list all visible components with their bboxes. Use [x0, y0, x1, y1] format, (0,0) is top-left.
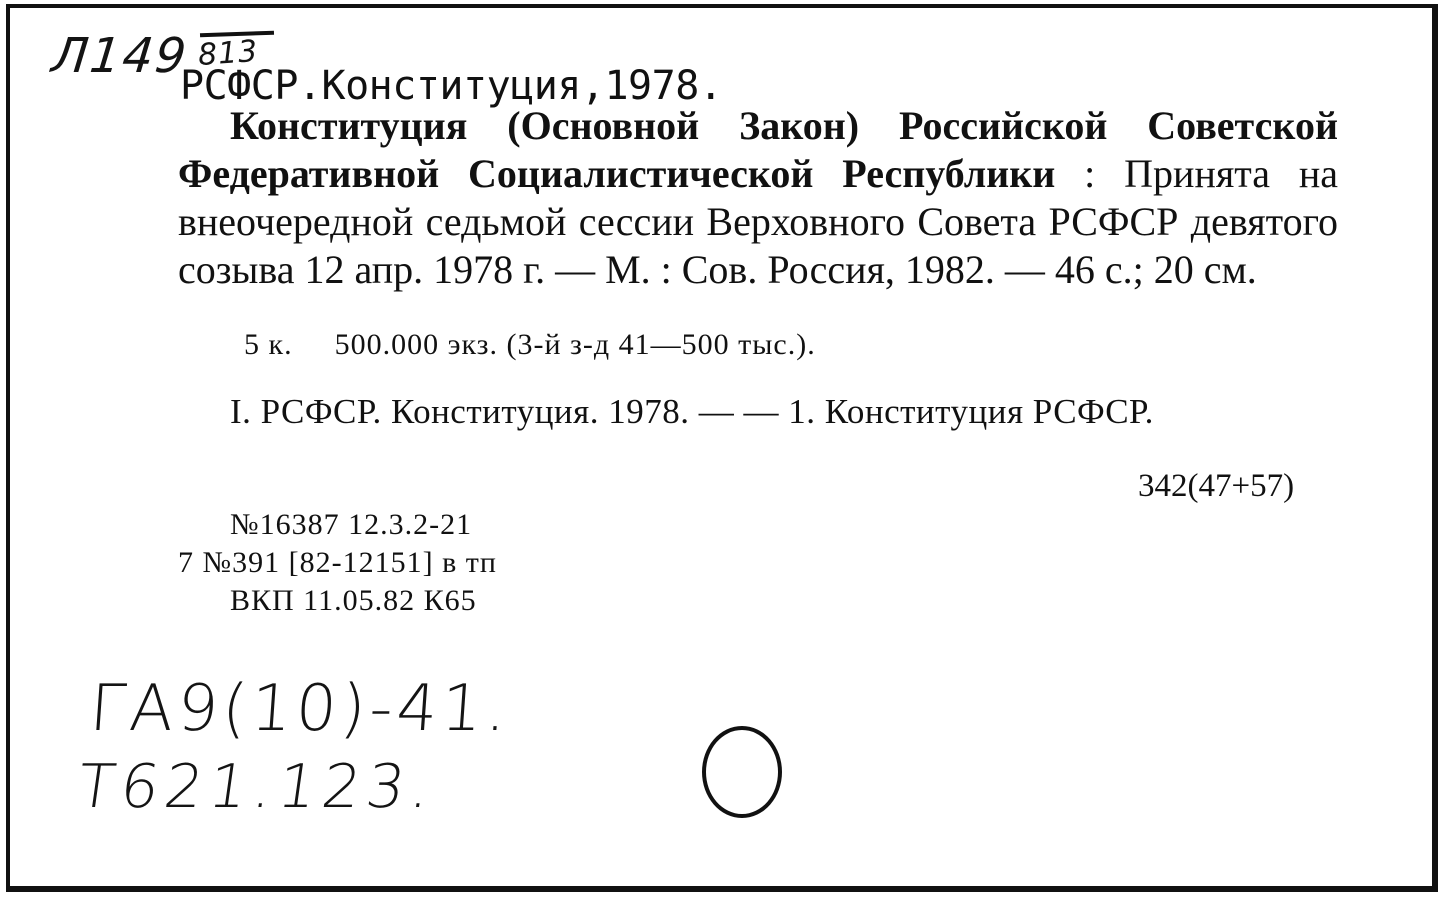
handwritten-call-number-2: Т621.123.	[73, 752, 441, 822]
tech-line-2: 7 №391 [82-12151] в тп	[178, 546, 497, 579]
handwritten-shelf-mark: Л149	[49, 28, 191, 84]
classification-number: 342(47+57)	[1138, 468, 1295, 504]
card-heading: РСФСР.Конституция,1978.	[180, 63, 723, 109]
tech-line-3: ВКП 11.05.82 К65	[230, 584, 477, 617]
title-bold: Конституция (Основной Закон) Российской Советской Федеративной Социалистической Республики	[178, 103, 1338, 196]
title-rest: : Принята на внеочередной седьмой сессии Верховного Совета РСФСР девятого созыва 12 апр. 1978 г. — М. : Сов. Россия, 1982. — 46 с.; 20 см.	[178, 151, 1339, 292]
tech-line-1: №16387 12.3.2-21	[230, 508, 473, 541]
price-line	[244, 328, 816, 362]
handwritten-shelf-sub: 813	[196, 33, 260, 74]
print-run: 500.000 экз. (3-й з-д 41—500 тыс.).	[334, 328, 816, 361]
tracings: I. РСФСР. Конституция. 1978. — — 1. Конституция РСФСР.	[230, 392, 1154, 431]
handwritten-call-number-1: ГА9(10)-41.	[87, 672, 513, 746]
punch-hole-circle	[702, 726, 782, 818]
bibliographic-description	[178, 102, 1338, 294]
price: 5 к.	[244, 328, 293, 361]
